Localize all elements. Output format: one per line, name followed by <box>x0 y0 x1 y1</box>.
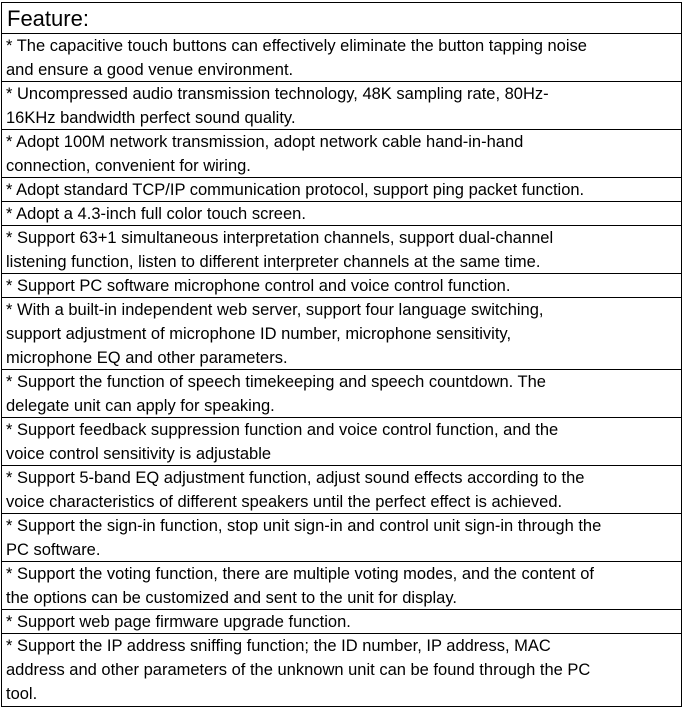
feature-text-line: * Adopt 100M network transmission, adopt network cable hand-in-hand <box>6 133 524 151</box>
feature-text-line: * Adopt a 4.3-inch full color touch screen. <box>6 205 306 223</box>
feature-text-line: microphone EQ and other parameters. <box>6 349 288 367</box>
feature-row <box>2 274 681 298</box>
feature-text-line: * Support the function of speech timekeeping and speech countdown. The <box>6 373 546 391</box>
feature-text-line: * Support the voting function, there are multiple voting modes, and the content of <box>6 565 594 583</box>
feature-text-line: the options can be customized and sent to the unit for display. <box>6 589 457 607</box>
feature-row <box>2 634 681 706</box>
feature-text-line: 16KHz bandwidth perfect sound quality. <box>6 109 296 127</box>
feature-text-line: * Support 5-band EQ adjustment function, adjust sound effects according to the <box>6 469 585 487</box>
feature-text-line: * Support the IP address sniffing function; the ID number, IP address, MAC <box>6 637 551 655</box>
feature-text-line: PC software. <box>6 541 101 559</box>
feature-list <box>2 34 681 706</box>
feature-title: Feature: <box>2 3 681 34</box>
feature-text-line: and ensure a good venue environment. <box>6 61 294 79</box>
feature-row <box>2 418 681 466</box>
feature-text-line: voice characteristics of different speakers until the perfect effect is achieved. <box>6 493 563 511</box>
feature-row <box>2 202 681 226</box>
feature-row <box>2 610 681 634</box>
feature-text-line: delegate unit can apply for speaking. <box>6 397 275 415</box>
feature-text-line: * Support web page firmware upgrade function. <box>6 613 351 631</box>
feature-text-line: * Support feedback suppression function and voice control function, and the <box>6 421 559 439</box>
feature-row <box>2 466 681 514</box>
feature-row <box>2 514 681 562</box>
feature-text-line: * Uncompressed audio transmission technology, 48K sampling rate, 80Hz- <box>6 85 549 103</box>
feature-row <box>2 226 681 274</box>
feature-text-line: tool. <box>6 685 38 703</box>
feature-row <box>2 370 681 418</box>
feature-text-line: * Adopt standard TCP/IP communication protocol, support ping packet function. <box>6 181 585 199</box>
feature-row <box>2 130 681 178</box>
feature-text-line: voice control sensitivity is adjustable <box>6 445 272 463</box>
feature-row <box>2 178 681 202</box>
feature-row <box>2 298 681 370</box>
feature-text-line: * Support PC software microphone control and voice control function. <box>6 277 511 295</box>
feature-row <box>2 82 681 130</box>
feature-row <box>2 34 681 82</box>
feature-text-line: * Support the sign-in function, stop unit sign-in and control unit sign-in through the <box>6 517 602 535</box>
feature-text-line: listening function, listen to different interpreter channels at the same time. <box>6 253 541 271</box>
feature-text-line: * Support 63+1 simultaneous interpretation channels, support dual-channel <box>6 229 554 247</box>
feature-text-line: * With a built-in independent web server, support four language switching, <box>6 301 544 319</box>
feature-text-line: * The capacitive touch buttons can effectively eliminate the button tapping noise <box>6 37 587 55</box>
feature-text-line: support adjustment of microphone ID number, microphone sensitivity, <box>6 325 512 343</box>
feature-table <box>1 2 682 707</box>
feature-text-line: connection, convenient for wiring. <box>6 157 251 175</box>
feature-row <box>2 562 681 610</box>
feature-text-line: address and other parameters of the unknown unit can be found through the PC <box>6 661 591 679</box>
